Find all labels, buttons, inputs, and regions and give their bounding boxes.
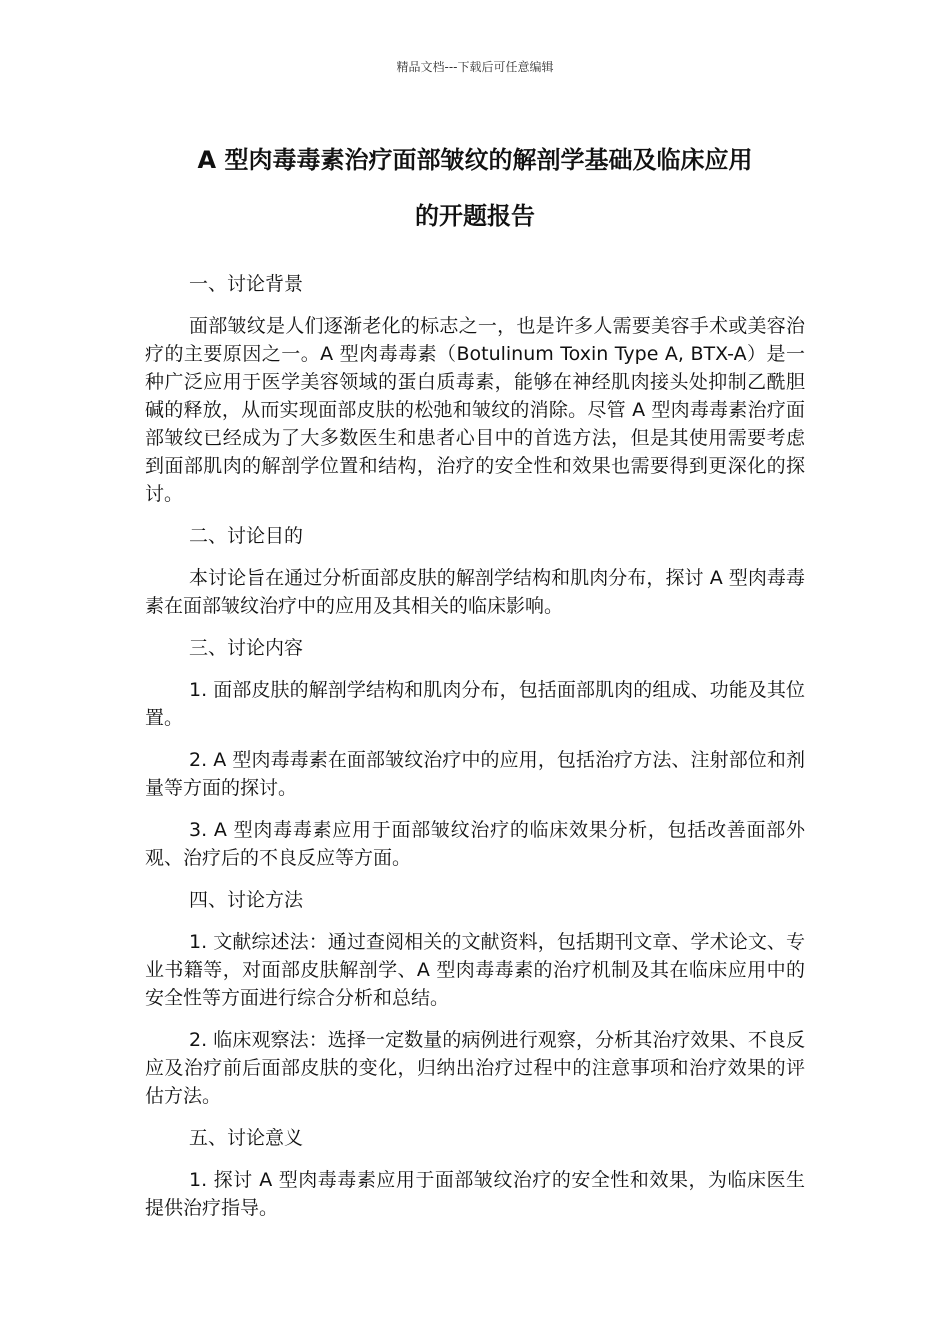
section-heading-background: 一、讨论背景 — [189, 273, 304, 295]
section-heading-significance: 五、讨论意义 — [189, 1127, 304, 1149]
list-item: 1. 探讨 A 型肉毒毒素应用于面部皱纹治疗的安全性和效果，为临床医生提供治疗指导。 — [145, 1169, 805, 1219]
section-paragraph: 面部皱纹是人们逐渐老化的标志之一，也是许多人需要美容手术或美容治疗的主要原因之一。A 型肉毒毒素（Botulinum Toxin Type A, BTX-A）是一种广泛应用于医学美容领域的蛋白质毒素，能够在神经肌肉接头处抑制乙酰胆碱的释放，从而实现面部皮肤的松弛和皱纹的消除。尽管 A 型肉毒毒素治疗面部皱纹已经成为了大多数医生和患者心目中的首选方法，但是其使用需要考虑到面部肌肉的解剖学位置和结构，治疗的安全性和效果也需要得到更深化的探讨。 — [145, 315, 805, 505]
section-paragraph: 本讨论旨在通过分析面部皮肤的解剖学结构和肌肉分布，探讨 A 型肉毒毒素在面部皱纹治疗中的应用及其相关的临床影响。 — [145, 567, 805, 617]
title-line-2: 的开题报告 — [415, 202, 535, 230]
list-item: 1. 文献综述法：通过查阅相关的文献资料，包括期刊文章、学术论文、专业书籍等，对面部皮肤解剖学、A 型肉毒毒素的治疗机制及其在临床应用中的安全性等方面进行综合分析和总结。 — [145, 931, 805, 1009]
list-item: 2. A 型肉毒毒素在面部皱纹治疗中的应用，包括治疗方法、注射部位和剂量等方面的探讨。 — [145, 749, 805, 799]
list-item: 3. A 型肉毒毒素应用于面部皱纹治疗的临床效果分析，包括改善面部外观、治疗后的不良反应等方面。 — [145, 819, 805, 869]
list-item: 2. 临床观察法：选择一定数量的病例进行观察，分析其治疗效果、不良反应及治疗前后面部皮肤的变化，归纳出治疗过程中的注意事项和治疗效果的评估方法。 — [145, 1029, 805, 1107]
list-item: 1. 面部皮肤的解剖学结构和肌肉分布，包括面部肌肉的组成、功能及其位置。 — [145, 679, 805, 729]
header-note: 精品文档---下载后可任意编辑 — [396, 60, 554, 74]
section-heading-purpose: 二、讨论目的 — [189, 525, 304, 547]
document-body — [145, 270, 805, 1236]
section-heading-content: 三、讨论内容 — [189, 637, 304, 659]
document-title — [145, 132, 805, 244]
section-heading-methods: 四、讨论方法 — [189, 889, 304, 911]
title-line-1: A 型肉毒毒素治疗面部皱纹的解剖学基础及临床应用 — [197, 146, 753, 174]
